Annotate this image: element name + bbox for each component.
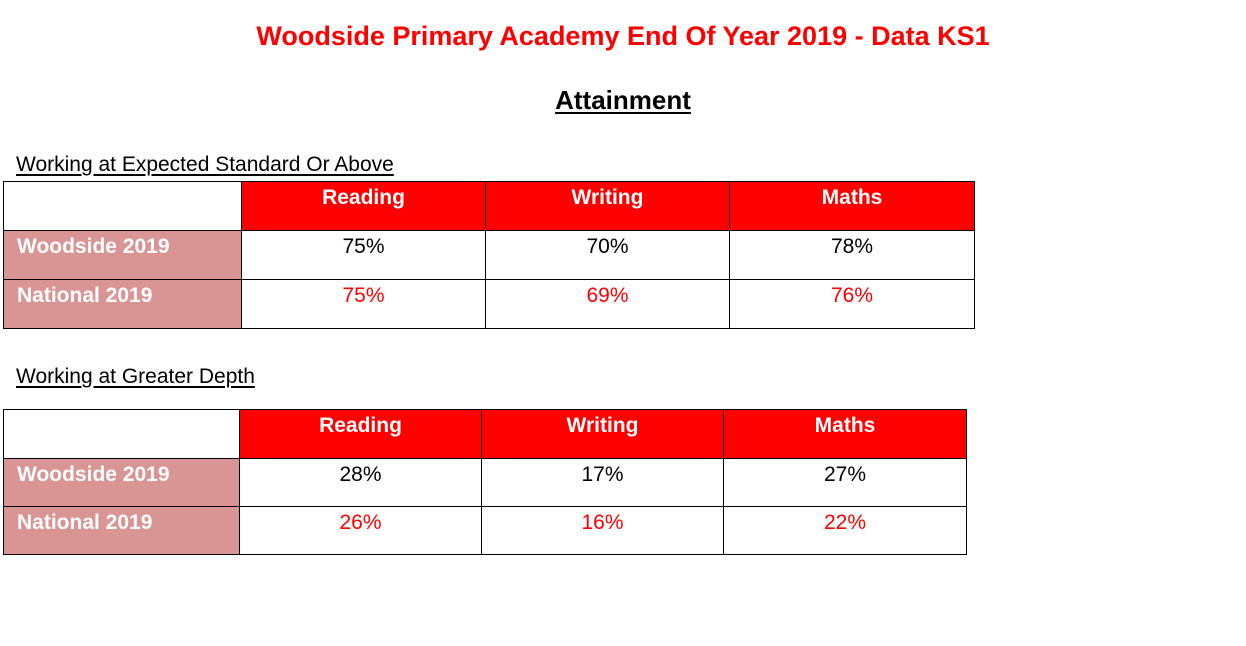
value-cell-writing: 16% [482,507,724,555]
row-label-woodside: Woodside 2019 [4,231,242,280]
column-header-writing: Writing [486,182,730,231]
page-title: Woodside Primary Academy End Of Year 2019 - Data KS1 [256,21,990,51]
row-label-woodside: Woodside 2019 [4,459,240,507]
table-header-row [4,410,967,459]
value-cell-writing: 70% [486,231,730,280]
corner-cell [4,182,242,231]
greater-depth-label: Working at Greater Depth [16,365,255,388]
value-cell-maths: 78% [730,231,975,280]
value-cell-reading: 26% [240,507,482,555]
column-header-maths: Maths [730,182,975,231]
row-label-national: National 2019 [4,507,240,555]
table-row [4,459,967,507]
value-cell-maths: 22% [724,507,967,555]
table-row [4,280,975,329]
greater-depth-table [3,409,967,555]
table-row [4,507,967,555]
value-cell-reading: 75% [242,280,486,329]
value-cell-maths: 27% [724,459,967,507]
column-header-reading: Reading [240,410,482,459]
value-cell-reading: 75% [242,231,486,280]
column-header-reading: Reading [242,182,486,231]
section-heading-attainment [0,82,1246,118]
row-label-national: National 2019 [4,280,242,329]
column-header-writing: Writing [482,410,724,459]
column-header-maths: Maths [724,410,967,459]
corner-cell [4,410,240,459]
value-cell-maths: 76% [730,280,975,329]
table-row [4,231,975,280]
expected-standard-table [3,181,975,329]
value-cell-writing: 69% [486,280,730,329]
value-cell-writing: 17% [482,459,724,507]
attainment-heading-text: Attainment [555,85,691,115]
table-header-row [4,182,975,231]
expected-standard-label: Working at Expected Standard Or Above [16,153,394,176]
value-cell-reading: 28% [240,459,482,507]
